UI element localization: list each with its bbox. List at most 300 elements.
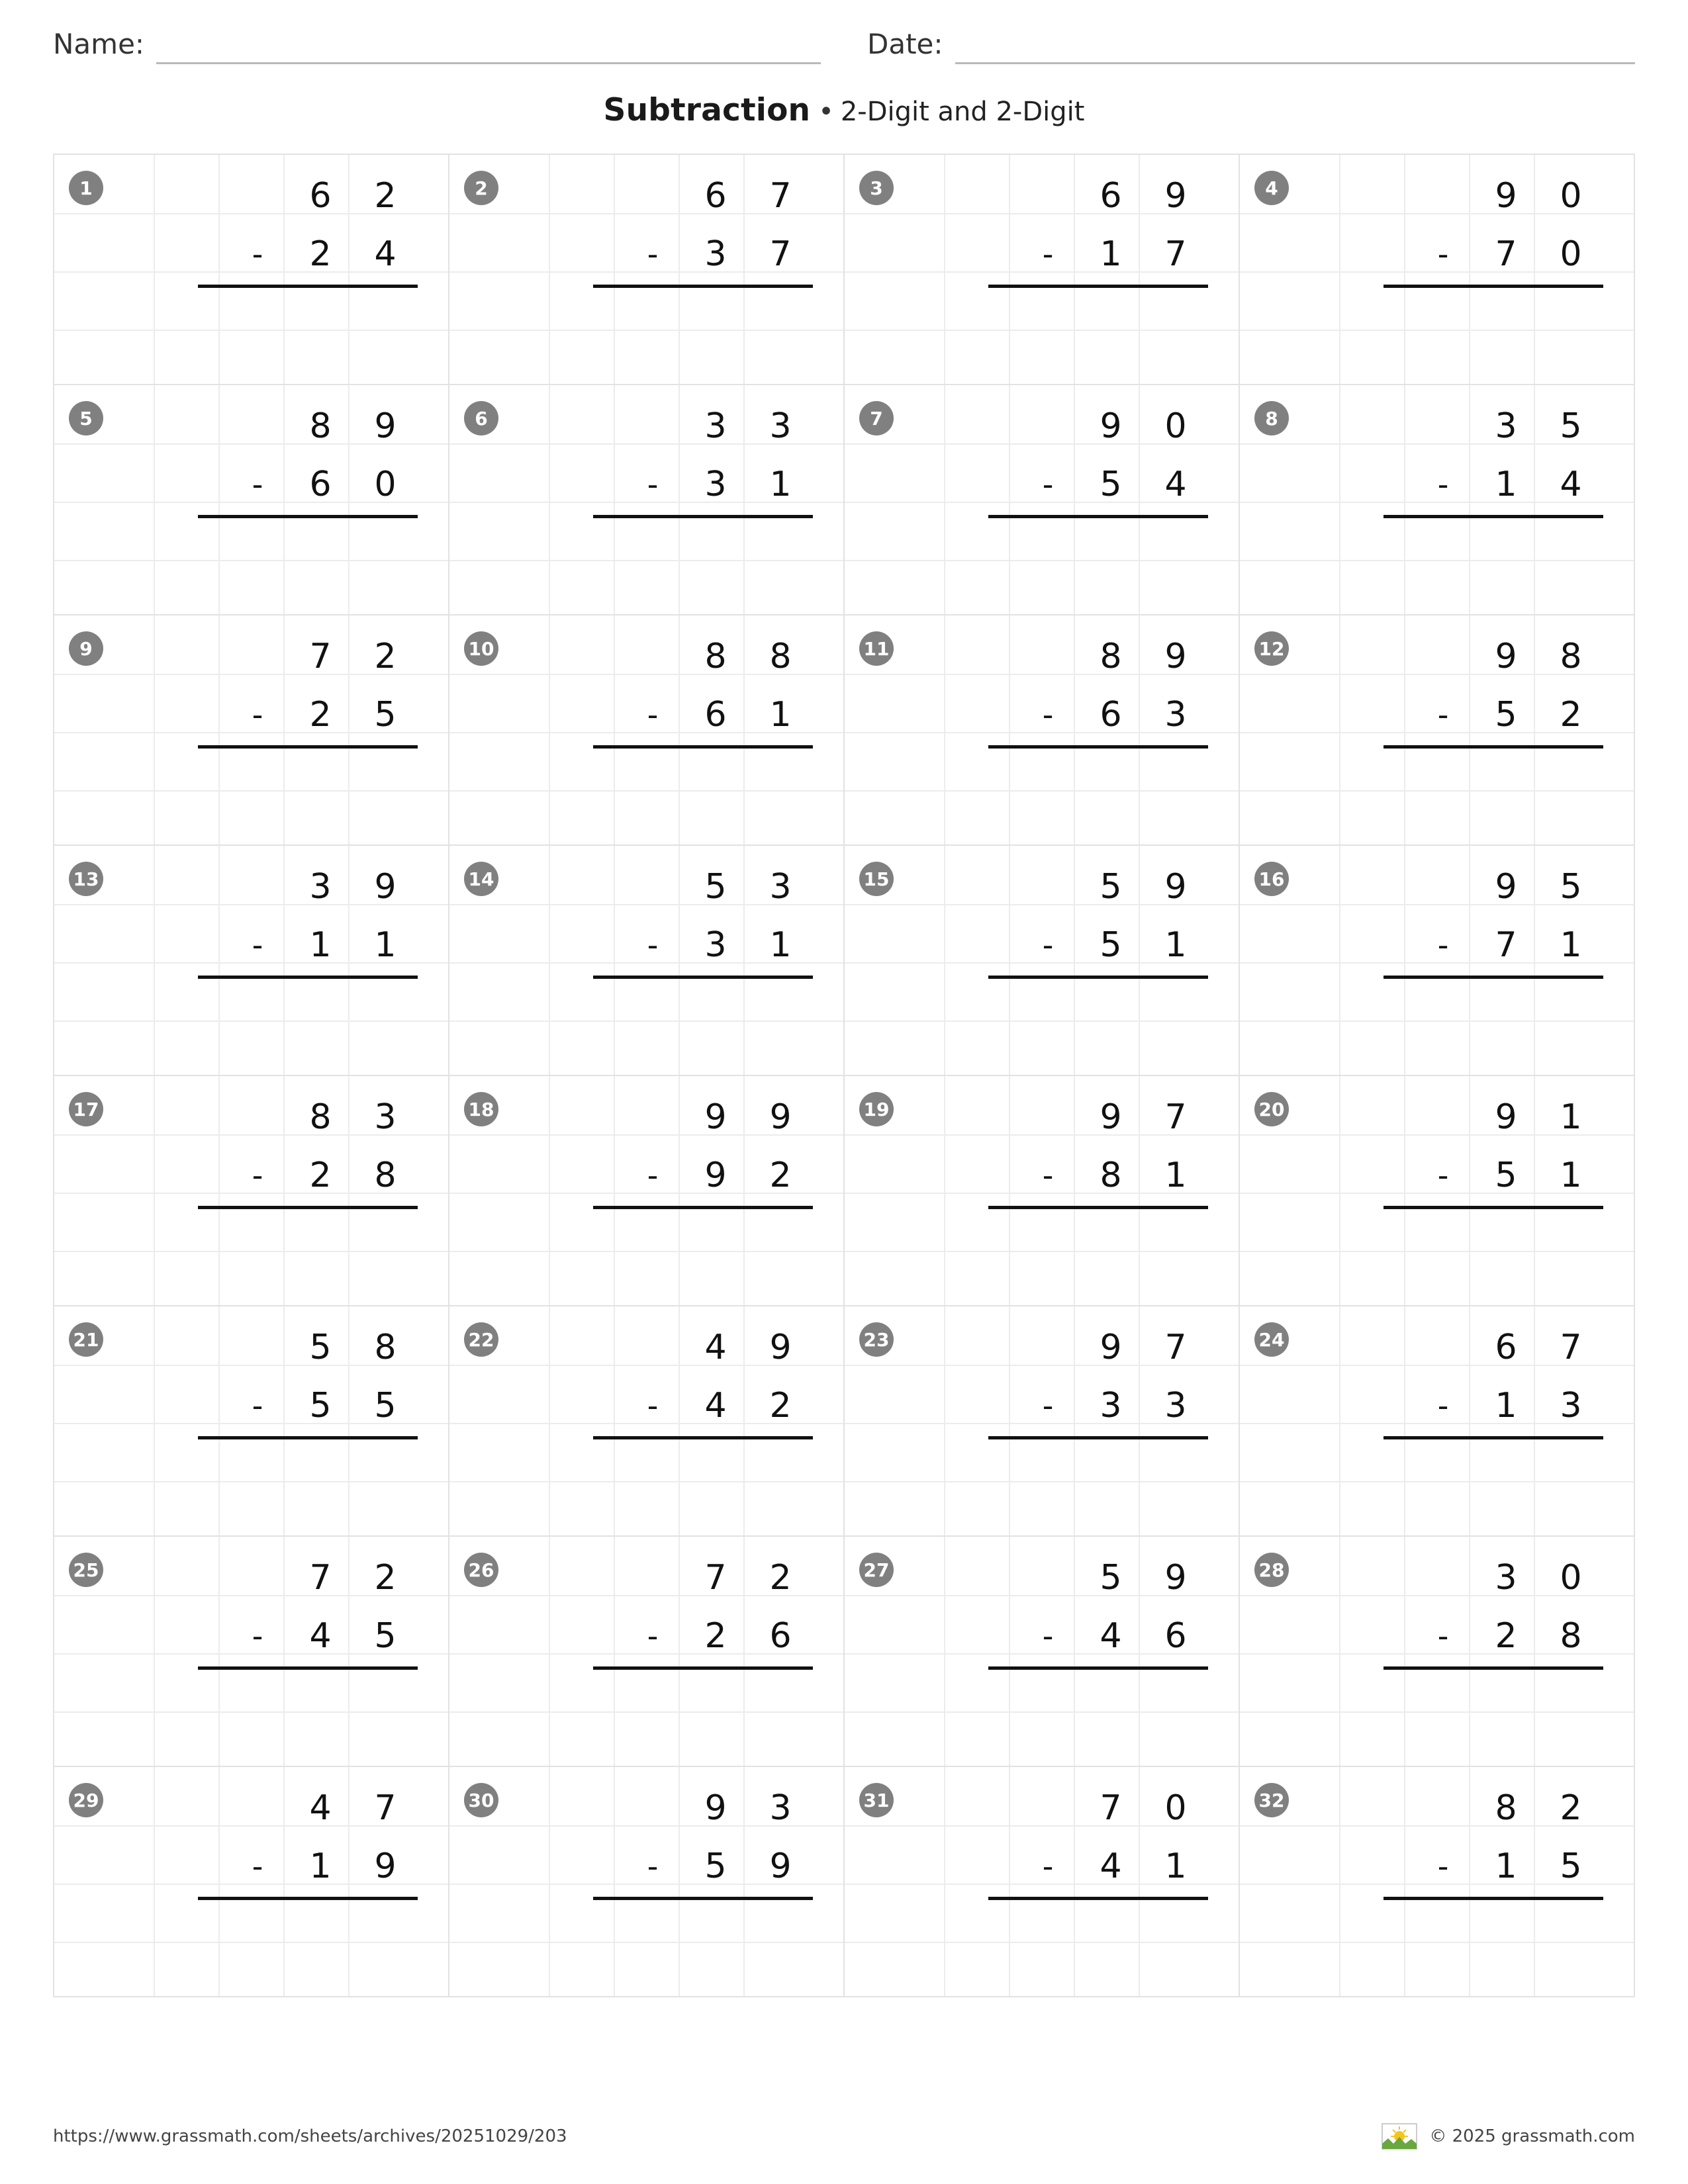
minuend-digit: 7 (1560, 1328, 1582, 1367)
answer-area[interactable] (1352, 749, 1603, 807)
problem-cell (1240, 846, 1635, 1076)
problem-expression (166, 627, 418, 807)
subtrahend-digit: 7 (1164, 234, 1187, 274)
title-main: Subtraction (603, 92, 811, 128)
answer-area[interactable] (957, 1439, 1208, 1498)
subtrahend-row (166, 686, 418, 744)
problem-row (54, 1537, 1635, 1767)
answer-area[interactable] (561, 288, 813, 346)
source-url[interactable]: https://www.grassmath.com/sheets/archives/20251029/203 (53, 2126, 567, 2146)
problem-cell (449, 846, 845, 1076)
problem-number: 21 (69, 1322, 103, 1357)
answer-area[interactable] (1352, 1439, 1603, 1498)
worksheet-footer (53, 2123, 1635, 2150)
problem-cell (1240, 155, 1635, 385)
problem-cell (1240, 1306, 1635, 1537)
minuend-digit: 7 (704, 1558, 727, 1598)
grid-guide-vertical (944, 615, 945, 844)
subtrahend-digit: 5 (309, 1386, 332, 1426)
grid-guide-vertical (154, 1306, 155, 1535)
minus-operator: - (1437, 236, 1449, 272)
problem-row (54, 385, 1635, 615)
name-label: Name: (53, 28, 145, 60)
subtrahend-digit: 3 (704, 925, 727, 965)
minuend-digit: 3 (309, 867, 332, 907)
problem-cell (1240, 1767, 1635, 1997)
answer-area[interactable] (1352, 1900, 1603, 1958)
subtrahend-digit: 1 (1495, 1846, 1517, 1886)
problem-expression (166, 1779, 418, 1958)
subtrahend-digit: 4 (1164, 465, 1187, 504)
minuend-digit: 5 (1100, 867, 1122, 907)
problem-number: 29 (69, 1783, 103, 1817)
minuend-digit: 8 (1560, 637, 1582, 676)
problem-number: 32 (1254, 1783, 1289, 1817)
subtrahend-digit: 0 (1560, 234, 1582, 274)
minus-operator: - (1042, 1618, 1054, 1654)
problem-expression (561, 858, 813, 1037)
subtrahend-digit: 9 (704, 1156, 727, 1195)
minuend-digit: 8 (1495, 1788, 1517, 1828)
minuend-row (957, 627, 1208, 686)
subtrahend-row (166, 1837, 418, 1895)
subtrahend-row (166, 455, 418, 514)
name-input-rule[interactable] (156, 26, 821, 64)
minuend-digit: 9 (1164, 637, 1187, 676)
problem-cell (1240, 1537, 1635, 1767)
minuend-row (561, 1779, 813, 1837)
minuend-row (166, 858, 418, 916)
subtrahend-row (166, 916, 418, 974)
problem-cell (845, 155, 1240, 385)
answer-area[interactable] (561, 1439, 813, 1498)
minuend-digit: 4 (309, 1788, 332, 1828)
grid-guide-vertical (549, 1537, 550, 1766)
subtrahend-digit: 4 (309, 1616, 332, 1656)
subtrahend-digit: 4 (1100, 1616, 1122, 1656)
grid-guide-vertical (944, 1537, 945, 1766)
minuend-row (166, 1779, 418, 1837)
grid-guide-vertical (1339, 615, 1340, 844)
answer-area[interactable] (1352, 288, 1603, 346)
subtrahend-digit: 6 (1100, 695, 1122, 735)
minus-operator: - (1042, 697, 1054, 733)
minuend-digit: 9 (1100, 1328, 1122, 1367)
answer-area[interactable] (561, 979, 813, 1037)
answer-area[interactable] (166, 749, 418, 807)
subtrahend-digit: 3 (1100, 1386, 1122, 1426)
problem-cell (54, 846, 449, 1076)
minus-operator: - (647, 927, 659, 963)
answer-area[interactable] (166, 518, 418, 576)
grid-guide-vertical (154, 385, 155, 614)
minus-operator: - (647, 236, 659, 272)
answer-area[interactable] (561, 518, 813, 576)
subtrahend-digit: 8 (1560, 1616, 1582, 1656)
minuend-digit: 9 (1100, 1097, 1122, 1137)
minus-operator: - (647, 697, 659, 733)
subtrahend-digit: 0 (374, 465, 397, 504)
answer-area[interactable] (957, 518, 1208, 576)
minuend-digit: 7 (309, 1558, 332, 1598)
problem-cell (54, 615, 449, 846)
problem-cell (845, 615, 1240, 846)
grid-guide-vertical (154, 615, 155, 844)
problem-number: 12 (1254, 631, 1289, 666)
subtrahend-digit: 1 (769, 465, 792, 504)
subtrahend-digit: 5 (1495, 695, 1517, 735)
problem-expression (561, 397, 813, 576)
subtrahend-digit: 5 (1100, 465, 1122, 504)
subtrahend-row (957, 225, 1208, 283)
minuend-row (166, 1318, 418, 1377)
minuend-digit: 2 (1560, 1788, 1582, 1828)
minus-operator: - (1042, 236, 1054, 272)
minuend-digit: 6 (1495, 1328, 1517, 1367)
grid-guide-vertical (549, 1076, 550, 1305)
subtrahend-row (1352, 686, 1603, 744)
problem-row (54, 1076, 1635, 1306)
problem-expression (166, 397, 418, 576)
minus-operator: - (647, 1618, 659, 1654)
minus-operator: - (252, 236, 263, 272)
grid-guide-vertical (1339, 1767, 1340, 1996)
subtrahend-digit: 1 (1164, 1846, 1187, 1886)
minuend-digit: 3 (704, 406, 727, 446)
subtrahend-digit: 5 (374, 1386, 397, 1426)
minuend-digit: 3 (1495, 406, 1517, 446)
minus-operator: - (1437, 1618, 1449, 1654)
problem-row (54, 615, 1635, 846)
minuend-row (561, 167, 813, 225)
minuend-digit: 0 (1164, 1788, 1187, 1828)
minuend-row (166, 397, 418, 455)
subtrahend-row (561, 686, 813, 744)
grid-guide-vertical (549, 615, 550, 844)
problem-expression (957, 167, 1208, 346)
problem-number: 31 (859, 1783, 894, 1817)
subtrahend-digit: 7 (769, 234, 792, 274)
minuend-digit: 2 (374, 1558, 397, 1598)
problem-cell (845, 846, 1240, 1076)
answer-area[interactable] (166, 288, 418, 346)
subtrahend-digit: 1 (1100, 234, 1122, 274)
grid-guide-vertical (549, 1767, 550, 1996)
problem-number: 15 (859, 862, 894, 896)
subtrahend-digit: 1 (1495, 1386, 1517, 1426)
minuend-digit: 7 (1164, 1328, 1187, 1367)
problem-expression (957, 1549, 1208, 1728)
problem-expression (561, 1549, 813, 1728)
grid-guide-vertical (549, 846, 550, 1075)
subtrahend-digit: 4 (1560, 465, 1582, 504)
subtrahend-digit: 5 (374, 1616, 397, 1656)
subtrahend-row (166, 1377, 418, 1435)
problem-expression (1352, 397, 1603, 576)
subtrahend-digit: 3 (1164, 1386, 1187, 1426)
minuend-digit: 3 (769, 406, 792, 446)
subtrahend-digit: 2 (309, 1156, 332, 1195)
minuend-digit: 5 (1560, 867, 1582, 907)
grid-guide-vertical (944, 155, 945, 384)
problem-expression (957, 1779, 1208, 1958)
minuend-digit: 8 (769, 637, 792, 676)
problem-row (54, 1767, 1635, 1997)
minuend-row (957, 167, 1208, 225)
subtrahend-row (1352, 1146, 1603, 1205)
subtrahend-digit: 2 (769, 1386, 792, 1426)
subtrahend-digit: 5 (374, 695, 397, 735)
answer-area[interactable] (957, 1209, 1208, 1267)
subtrahend-digit: 5 (1495, 1156, 1517, 1195)
minuend-digit: 9 (704, 1788, 727, 1828)
problem-cell (845, 385, 1240, 615)
subtrahend-digit: 6 (769, 1616, 792, 1656)
problem-number: 23 (859, 1322, 894, 1357)
answer-area[interactable] (1352, 518, 1603, 576)
grid-guide-vertical (154, 155, 155, 384)
problem-cell (449, 1306, 845, 1537)
grid-guide-vertical (944, 1306, 945, 1535)
minus-operator: - (1437, 467, 1449, 502)
minuend-digit: 8 (704, 637, 727, 676)
answer-area[interactable] (957, 1670, 1208, 1728)
minuend-row (1352, 858, 1603, 916)
minuend-row (957, 1318, 1208, 1377)
subtrahend-digit: 8 (1100, 1156, 1122, 1195)
grid-guide-vertical (154, 1767, 155, 1996)
subtrahend-digit: 4 (374, 234, 397, 274)
minuend-digit: 8 (374, 1328, 397, 1367)
minuend-digit: 9 (1164, 867, 1187, 907)
problem-expression (1352, 167, 1603, 346)
problem-number: 7 (859, 401, 894, 435)
minus-operator: - (1042, 1848, 1054, 1884)
subtrahend-row (957, 916, 1208, 974)
minus-operator: - (252, 1158, 263, 1193)
minuend-digit: 9 (1495, 1097, 1517, 1137)
problem-grid (53, 154, 1635, 1997)
answer-area[interactable] (166, 979, 418, 1037)
minuend-row (957, 1779, 1208, 1837)
problem-number: 28 (1254, 1553, 1289, 1587)
name-field[interactable] (53, 26, 821, 64)
minuend-digit: 5 (704, 867, 727, 907)
answer-area[interactable] (957, 1900, 1208, 1958)
problem-expression (166, 858, 418, 1037)
minus-operator: - (252, 1848, 263, 1884)
minus-operator: - (647, 1388, 659, 1424)
grid-guide-vertical (549, 1306, 550, 1535)
subtrahend-digit: 1 (769, 925, 792, 965)
answer-area[interactable] (957, 288, 1208, 346)
subtrahend-digit: 7 (1495, 234, 1517, 274)
answer-area[interactable] (957, 749, 1208, 807)
minuend-digit: 7 (374, 1788, 397, 1828)
problem-expression (957, 397, 1208, 576)
problem-expression (1352, 627, 1603, 807)
subtrahend-digit: 2 (309, 695, 332, 735)
date-input-rule[interactable] (955, 26, 1635, 64)
subtrahend-digit: 1 (1495, 465, 1517, 504)
answer-area[interactable] (1352, 1209, 1603, 1267)
problem-expression (957, 1318, 1208, 1498)
subtrahend-digit: 5 (704, 1846, 727, 1886)
subtrahend-digit: 5 (1560, 1846, 1582, 1886)
answer-area[interactable] (166, 1670, 418, 1728)
problem-number: 1 (69, 171, 103, 205)
subtrahend-digit: 5 (1100, 925, 1122, 965)
grid-guide-vertical (944, 385, 945, 614)
problem-expression (561, 167, 813, 346)
problem-number: 11 (859, 631, 894, 666)
minuend-row (1352, 397, 1603, 455)
minus-operator: - (252, 927, 263, 963)
minuend-digit: 9 (374, 406, 397, 446)
subtrahend-row (1352, 1377, 1603, 1435)
subtrahend-digit: 9 (769, 1846, 792, 1886)
minuend-digit: 7 (309, 637, 332, 676)
minuend-digit: 9 (769, 1328, 792, 1367)
problem-cell (449, 385, 845, 615)
minuend-digit: 5 (309, 1328, 332, 1367)
minus-operator: - (647, 467, 659, 502)
subtrahend-row (1352, 916, 1603, 974)
subtrahend-row (957, 1377, 1208, 1435)
problem-cell (449, 1537, 845, 1767)
problem-expression (1352, 1318, 1603, 1498)
minus-operator: - (647, 1158, 659, 1193)
minus-operator: - (1042, 1388, 1054, 1424)
minuend-digit: 9 (1495, 867, 1517, 907)
minus-operator: - (1437, 927, 1449, 963)
subtrahend-digit: 3 (1164, 695, 1187, 735)
answer-area[interactable] (561, 1900, 813, 1958)
problem-number: 19 (859, 1092, 894, 1126)
grid-guide-vertical (1339, 385, 1340, 614)
minuend-digit: 0 (1560, 176, 1582, 216)
subtrahend-digit: 8 (374, 1156, 397, 1195)
minuend-row (561, 1088, 813, 1146)
minuend-digit: 7 (769, 176, 792, 216)
answer-area[interactable] (166, 1209, 418, 1267)
subtrahend-row (561, 1146, 813, 1205)
subtrahend-row (957, 686, 1208, 744)
subtrahend-digit: 2 (309, 234, 332, 274)
date-field[interactable] (867, 26, 1635, 64)
subtrahend-digit: 2 (1560, 695, 1582, 735)
problem-number: 6 (464, 401, 498, 435)
grid-guide-vertical (944, 846, 945, 1075)
answer-area[interactable] (561, 1670, 813, 1728)
grid-guide-vertical (944, 1767, 945, 1996)
answer-area[interactable] (166, 1900, 418, 1958)
minuend-digit: 8 (309, 1097, 332, 1137)
subtrahend-digit: 2 (769, 1156, 792, 1195)
subtrahend-digit: 3 (1560, 1386, 1582, 1426)
minuend-digit: 5 (1560, 406, 1582, 446)
problem-number: 16 (1254, 862, 1289, 896)
minus-operator: - (252, 1388, 263, 1424)
grid-guide-vertical (154, 846, 155, 1075)
minuend-digit: 4 (704, 1328, 727, 1367)
subtrahend-digit: 1 (1560, 925, 1582, 965)
subtrahend-row (166, 225, 418, 283)
minuend-row (166, 627, 418, 686)
problem-number: 10 (464, 631, 498, 666)
minus-operator: - (1042, 467, 1054, 502)
subtrahend-row (561, 1837, 813, 1895)
problem-expression (1352, 1779, 1603, 1958)
answer-area[interactable] (166, 1439, 418, 1498)
subtrahend-digit: 1 (309, 1846, 332, 1886)
title-subtitle: 2-Digit and 2-Digit (840, 97, 1085, 127)
subtrahend-digit: 1 (1164, 925, 1187, 965)
problem-number: 4 (1254, 171, 1289, 205)
subtrahend-row (561, 1377, 813, 1435)
minus-operator: - (647, 1848, 659, 1884)
minus-operator: - (1437, 1848, 1449, 1884)
problem-cell (54, 385, 449, 615)
answer-area[interactable] (957, 979, 1208, 1037)
minus-operator: - (1042, 927, 1054, 963)
subtrahend-digit: 1 (1164, 1156, 1187, 1195)
subtrahend-row (957, 1146, 1208, 1205)
subtrahend-row (1352, 455, 1603, 514)
problem-number: 27 (859, 1553, 894, 1587)
problem-cell (54, 1306, 449, 1537)
problem-number: 8 (1254, 401, 1289, 435)
answer-area[interactable] (561, 1209, 813, 1267)
problem-expression (957, 858, 1208, 1037)
problem-number: 22 (464, 1322, 498, 1357)
answer-area[interactable] (1352, 1670, 1603, 1728)
problem-row (54, 1306, 1635, 1537)
problem-cell (54, 155, 449, 385)
minus-operator: - (1437, 697, 1449, 733)
minuend-digit: 9 (769, 1097, 792, 1137)
minuend-row (957, 858, 1208, 916)
minuend-row (561, 627, 813, 686)
answer-area[interactable] (561, 749, 813, 807)
subtrahend-digit: 1 (309, 925, 332, 965)
problem-number: 9 (69, 631, 103, 666)
title-separator: • (818, 97, 834, 127)
problem-number: 2 (464, 171, 498, 205)
problem-expression (957, 627, 1208, 807)
subtrahend-row (166, 1146, 418, 1205)
minuend-digit: 1 (1560, 1097, 1582, 1137)
minuend-digit: 3 (769, 867, 792, 907)
answer-area[interactable] (1352, 979, 1603, 1037)
date-label: Date: (867, 28, 943, 60)
subtrahend-digit: 6 (704, 695, 727, 735)
minuend-digit: 8 (1100, 637, 1122, 676)
grid-guide-vertical (1339, 846, 1340, 1075)
problem-cell (449, 1767, 845, 1997)
minuend-digit: 5 (1100, 1558, 1122, 1598)
minus-operator: - (1042, 1158, 1054, 1193)
grid-guide-vertical (549, 155, 550, 384)
minuend-row (1352, 1088, 1603, 1146)
worksheet-header (0, 0, 1688, 64)
subtrahend-digit: 6 (309, 465, 332, 504)
problem-cell (1240, 1076, 1635, 1306)
problem-expression (1352, 858, 1603, 1037)
problem-number: 18 (464, 1092, 498, 1126)
problem-cell (54, 1537, 449, 1767)
problem-number: 14 (464, 862, 498, 896)
